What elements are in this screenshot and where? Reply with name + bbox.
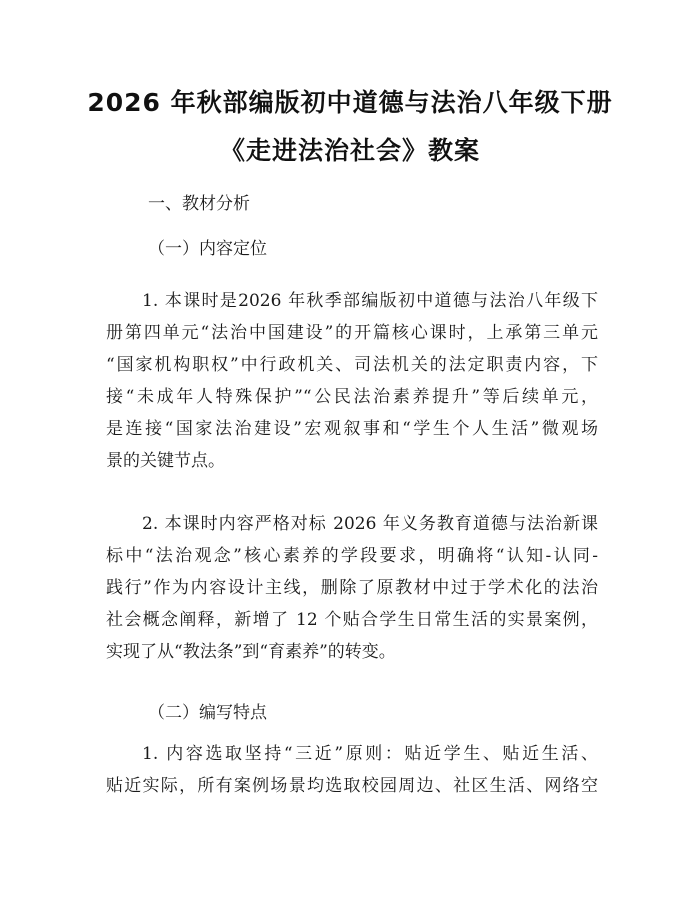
- paragraph-1: [106, 285, 598, 477]
- document-title-line-1: 2026 年秋部编版初中道德与法治八年级下册: [87, 88, 613, 117]
- section-heading-textbook-analysis: 一、教材分析: [148, 194, 250, 214]
- paragraph-3: [106, 738, 598, 802]
- paragraph-3-line: 1. 内容选取坚持“三近”原则：贴近学生、贴近生活、: [142, 744, 598, 764]
- paragraph-2-line: 社会概念阐释，新增了 12 个贴合学生日常生活的实景案例，: [106, 610, 598, 630]
- paragraph-1-line: 接“未成年人特殊保护”“公民法治素养提升”等后续单元，: [106, 387, 598, 407]
- paragraph-1-line: “国家机构职权”中行政机关、司法机关的法定职责内容，下: [106, 355, 598, 375]
- paragraph-2-line: 践行”作为内容设计主线，删除了原教材中过于学术化的法治: [106, 578, 598, 598]
- paragraph-2-line: 实现了从“教法条”到“育素养”的转变。: [106, 642, 396, 662]
- paragraph-2-line: 标中“法治观念”核心素养的学段要求，明确将“认知-认同-: [106, 546, 598, 566]
- paragraph-1-line: 景的关键节点。: [106, 451, 225, 471]
- subsection-heading-writing-features: （二）编写特点: [148, 703, 267, 723]
- paragraph-1-line: 册第四单元“法治中国建设”的开篇核心课时，上承第三单元: [106, 323, 598, 343]
- paragraph-3-line: 贴近实际，所有案例场景均选取校园周边、社区生活、网络空: [106, 776, 598, 796]
- subsection-heading-content-positioning: （一）内容定位: [148, 239, 267, 259]
- paragraph-1-line: 是连接“国家法治建设”宏观叙事和“学生个人生活”微观场: [106, 419, 598, 439]
- document-title-line-2: 《走进法治社会》教案: [219, 136, 480, 165]
- paragraph-2-line: 2. 本课时内容严格对标 2026 年义务教育道德与法治新课: [142, 514, 598, 534]
- paragraph-1-line: 1. 本课时是2026 年秋季部编版初中道德与法治八年级下: [142, 291, 598, 311]
- paragraph-2: [106, 508, 598, 668]
